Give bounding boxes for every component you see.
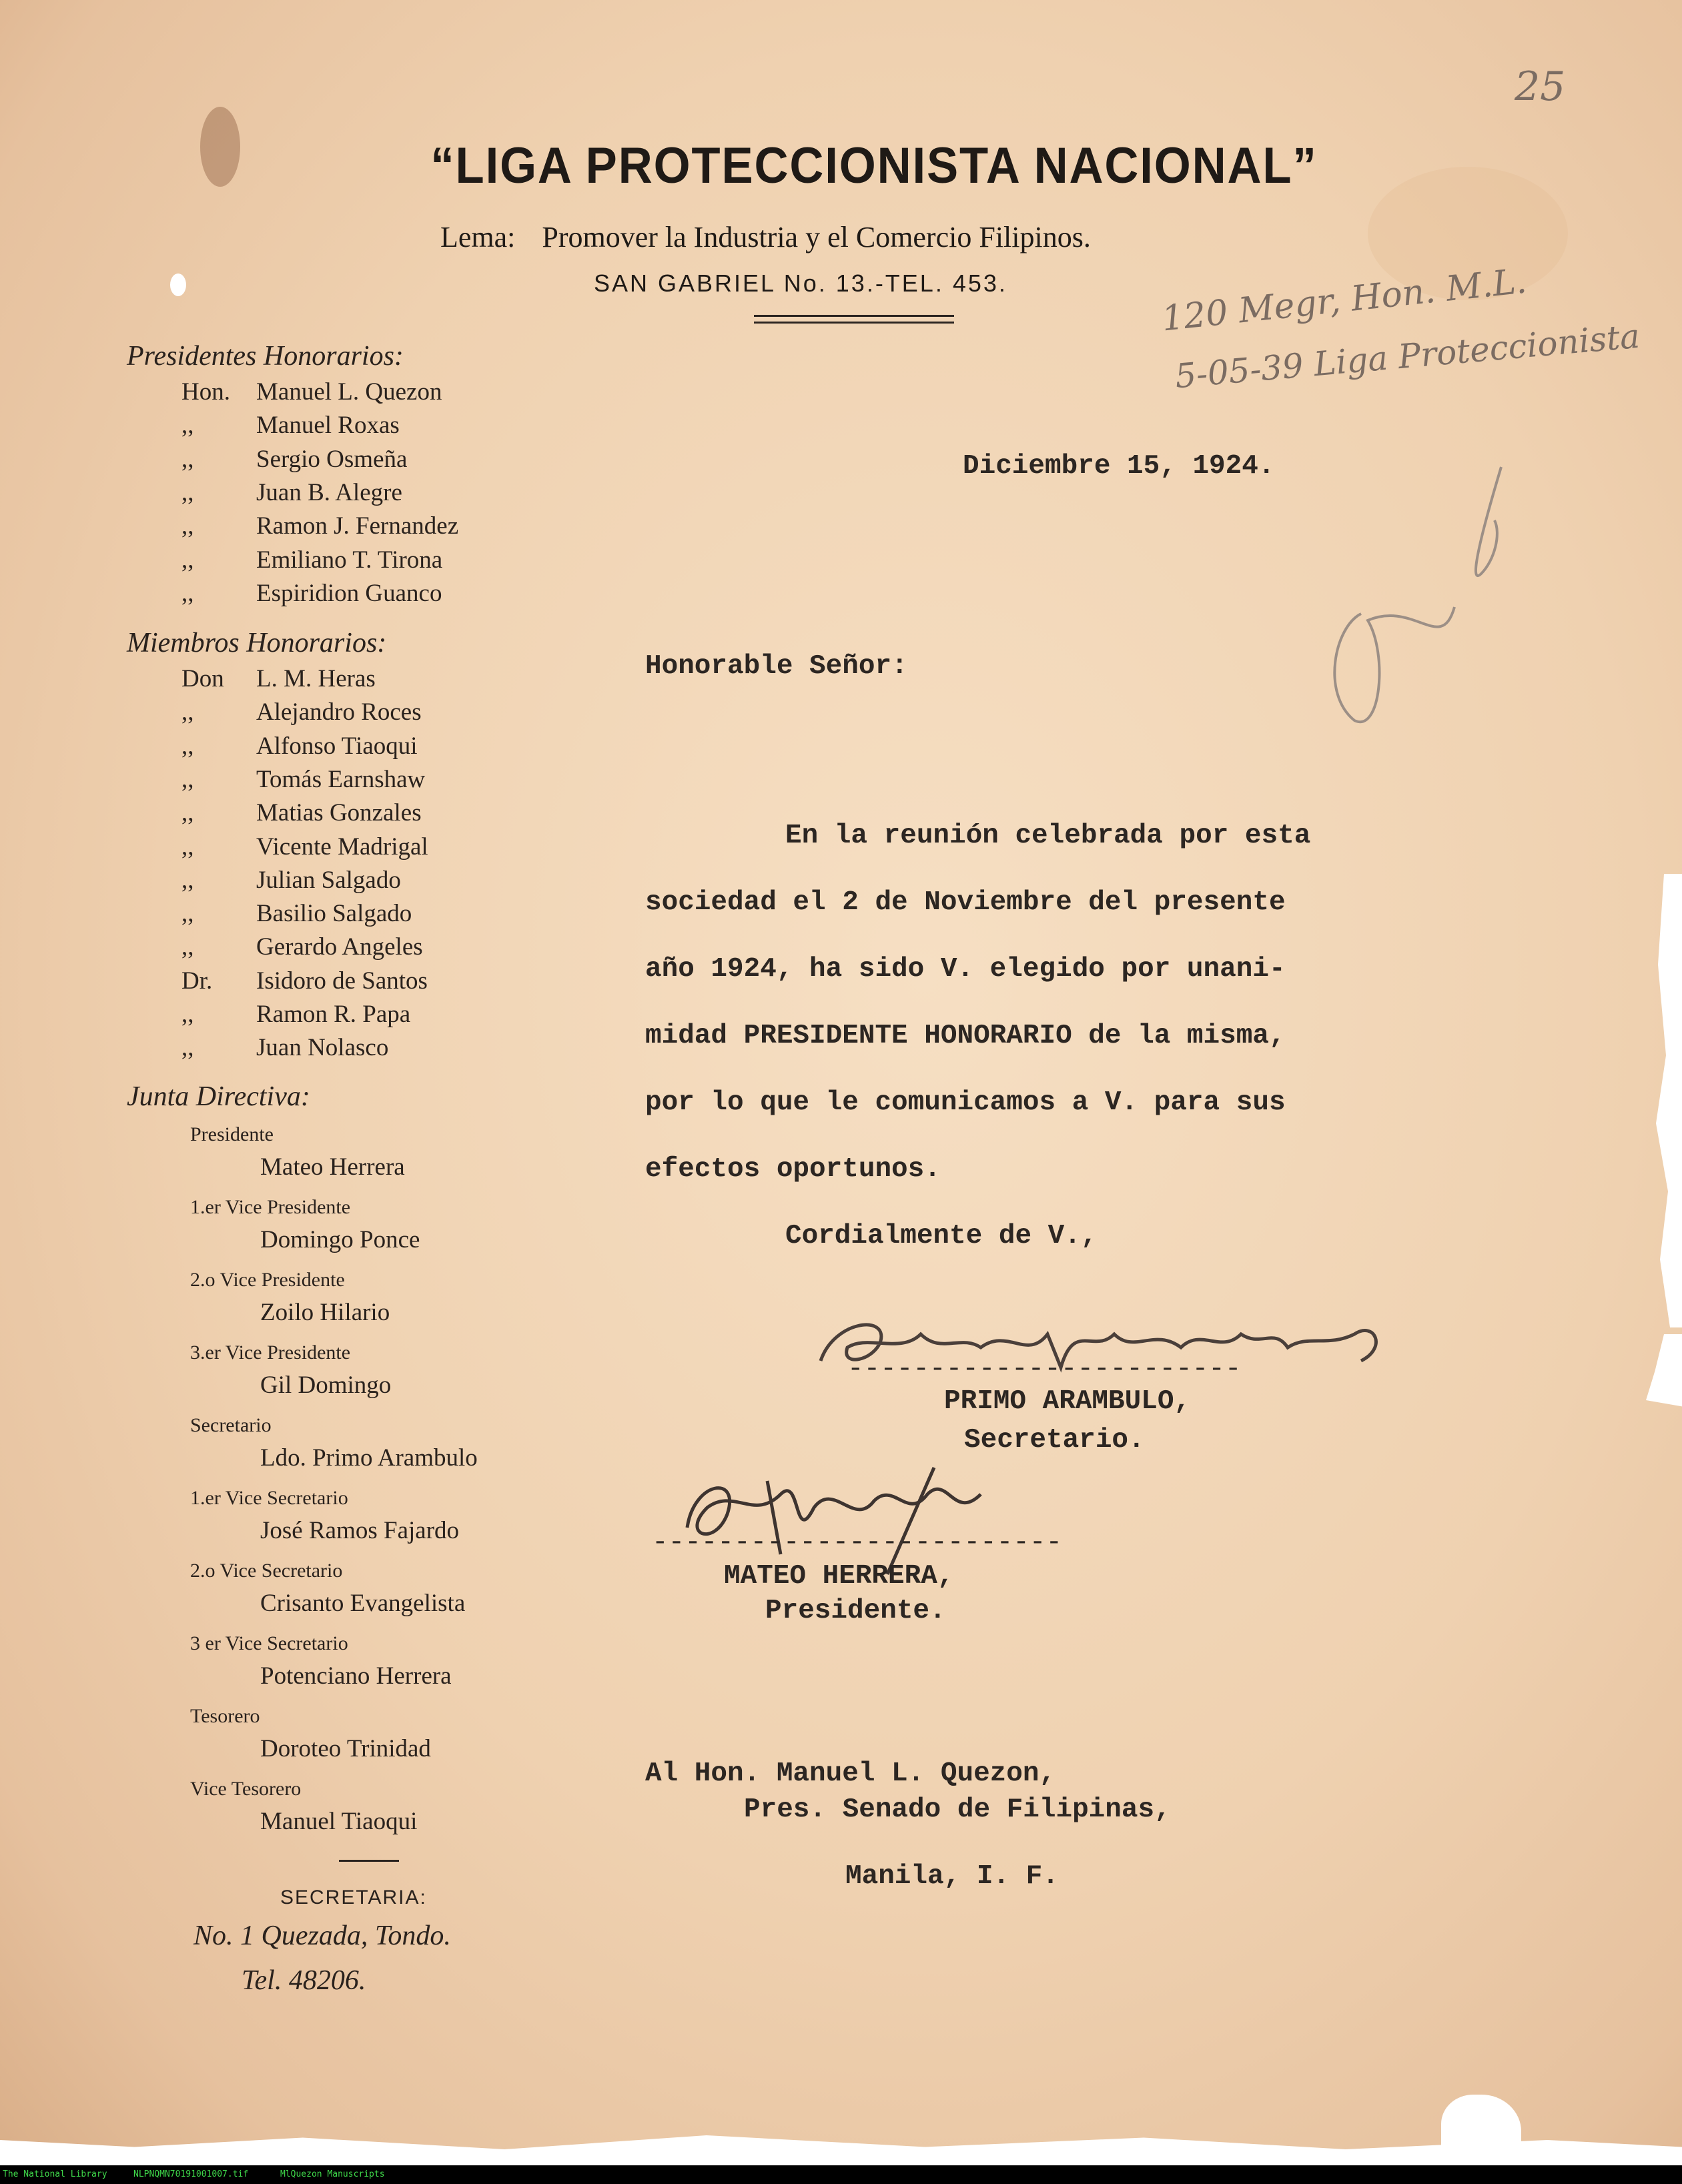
junta-role: 2.o Vice Secretario <box>190 1560 343 1582</box>
recipient-line1: Al Hon. Manuel L. Quezon, <box>645 1758 1056 1789</box>
letterhead-address: SAN GABRIEL No. 13.-TEL. 453. <box>594 269 1007 297</box>
signatory1-title: Secretario. <box>964 1425 1145 1456</box>
junta-role: Tesorero <box>190 1705 260 1727</box>
miembros-heading: Miembros Honorarios: <box>127 628 387 658</box>
list-prefix: ,, <box>181 478 194 506</box>
list-name: Vicente Madrigal <box>256 833 428 861</box>
signature-line-2: ------------------------- <box>652 1528 1063 1558</box>
salutation: Honorable Señor: <box>645 651 908 682</box>
junta-role: 2.o Vice Presidente <box>190 1269 345 1291</box>
list-name: Manuel L. Quezon <box>256 378 442 406</box>
list-prefix: ,, <box>181 412 194 440</box>
list-name: Alfonso Tiaoqui <box>256 732 418 760</box>
list-name: Juan Nolasco <box>256 1034 389 1062</box>
list-name: L. M. Heras <box>256 665 376 692</box>
list-prefix: Don <box>181 665 224 692</box>
footer-collection: MlQuezon Manuscripts <box>280 2169 385 2179</box>
list-name: Matias Gonzales <box>256 799 422 827</box>
list-name: Ramon R. Papa <box>256 1001 411 1028</box>
list-prefix: ,, <box>181 933 194 961</box>
secretaria-tel: Tel. 48206. <box>242 1965 366 1996</box>
junta-name: Doroteo Trinidad <box>260 1735 431 1762</box>
list-prefix: ,, <box>181 512 194 540</box>
header-rule <box>754 322 954 324</box>
archival-note-line2: 5-05-39 Liga Proteccionista <box>1173 316 1642 396</box>
archive-footer-bar <box>0 2165 1682 2184</box>
list-prefix: ,, <box>181 765 194 793</box>
signatory1-name: PRIMO ARAMBULO, <box>944 1386 1191 1417</box>
footer-file: NLPNQMN70191001007.tif <box>133 2169 249 2179</box>
list-name: Emiliano T. Tirona <box>256 546 443 574</box>
page-number: 25 <box>1515 63 1566 110</box>
junta-name: Ldo. Primo Arambulo <box>260 1444 478 1472</box>
list-prefix: ,, <box>181 732 194 760</box>
list-name: Ramon J. Fernandez <box>256 512 459 540</box>
secretaria-address: No. 1 Quezada, Tondo. <box>193 1921 451 1951</box>
recipient-line2: Pres. Senado de Filipinas, <box>744 1794 1171 1825</box>
junta-role: Presidente <box>190 1123 274 1145</box>
junta-name: José Ramos Fajardo <box>260 1517 460 1544</box>
junta-name: Zoilo Hilario <box>260 1299 390 1326</box>
list-name: Gerardo Angeles <box>256 933 423 961</box>
letter-date: Diciembre 15, 1924. <box>963 451 1275 482</box>
list-prefix: Dr. <box>181 967 213 995</box>
list-prefix: ,, <box>181 698 194 726</box>
signature-line-1: ------------------------ <box>847 1354 1242 1385</box>
list-name: Espiridion Guanco <box>256 579 442 607</box>
letterhead-title: “LIGA PROTECCIONISTA NACIONAL” <box>430 137 1318 194</box>
closing: Cordialmente de V., <box>785 1221 1098 1251</box>
presidentes-heading: Presidentes Honorarios: <box>127 341 404 372</box>
signatory2-name: MATEO HERRERA, <box>724 1561 954 1592</box>
list-prefix: ,, <box>181 799 194 827</box>
archival-note-line1: 120 Megr, Hon. M.L. <box>1160 261 1529 340</box>
list-name: Tomás Earnshaw <box>256 765 426 793</box>
signatory2-title: Presidente. <box>765 1596 946 1626</box>
pencil-mark <box>1281 454 1521 734</box>
torn-edge <box>1628 1334 1682 1408</box>
bottom-edge <box>0 2121 1682 2165</box>
list-prefix: ,, <box>181 445 194 473</box>
junta-role: 3.er Vice Presidente <box>190 1341 351 1363</box>
list-name: Sergio Osmeña <box>256 445 408 473</box>
junta-name: Crisanto Evangelista <box>260 1590 466 1617</box>
junta-role: Secretario <box>190 1414 272 1436</box>
body-line: año 1924, ha sido V. elegido por unani- <box>645 954 1286 985</box>
list-name: Julian Salgado <box>256 866 401 894</box>
footer-library: The National Library <box>3 2169 107 2179</box>
list-name: Manuel Roxas <box>256 412 400 440</box>
sidebar-rule <box>339 1860 399 1862</box>
list-prefix: ,, <box>181 866 194 894</box>
letterhead-motto <box>440 220 1274 254</box>
body-line: sociedad el 2 de Noviembre del presente <box>645 887 1286 918</box>
list-prefix: ,, <box>181 546 194 574</box>
motto-label: Lema: <box>440 221 516 253</box>
body-line: efectos oportunos. <box>645 1154 941 1185</box>
torn-edge <box>1648 874 1682 1327</box>
secretaria-heading: SECRETARIA: <box>280 1886 427 1908</box>
list-prefix: ,, <box>181 833 194 861</box>
body-line: por lo que le comunicamos a V. para sus <box>645 1087 1286 1118</box>
list-name: Basilio Salgado <box>256 900 412 928</box>
junta-name: Mateo Herrera <box>260 1153 405 1181</box>
list-name: Alejandro Roces <box>256 698 422 726</box>
junta-name: Gil Domingo <box>260 1372 392 1399</box>
junta-name: Domingo Ponce <box>260 1226 420 1253</box>
junta-role: Vice Tesorero <box>190 1778 302 1800</box>
stain <box>200 107 240 187</box>
body-line: En la reunión celebrada por esta <box>785 821 1311 851</box>
recipient-line3: Manila, I. F. <box>845 1861 1059 1892</box>
junta-role: 3 er Vice Secretario <box>190 1632 348 1654</box>
list-prefix: Hon. <box>181 378 230 406</box>
motto-text: Promover la Industria y el Comercio Filipinos. <box>542 221 1091 253</box>
list-name: Juan B. Alegre <box>256 478 402 506</box>
header-rule <box>754 315 954 317</box>
body-line: midad PRESIDENTE HONORARIO de la misma, <box>645 1021 1286 1051</box>
list-prefix: ,, <box>181 1001 194 1028</box>
junta-role: 1.er Vice Presidente <box>190 1196 351 1218</box>
list-name: Isidoro de Santos <box>256 967 428 995</box>
list-prefix: ,, <box>181 1034 194 1062</box>
list-prefix: ,, <box>181 579 194 607</box>
junta-name: Potenciano Herrera <box>260 1662 452 1690</box>
junta-role: 1.er Vice Secretario <box>190 1487 348 1509</box>
hole <box>170 274 186 296</box>
junta-heading: Junta Directiva: <box>127 1081 310 1112</box>
list-prefix: ,, <box>181 900 194 928</box>
junta-name: Manuel Tiaoqui <box>260 1808 418 1835</box>
